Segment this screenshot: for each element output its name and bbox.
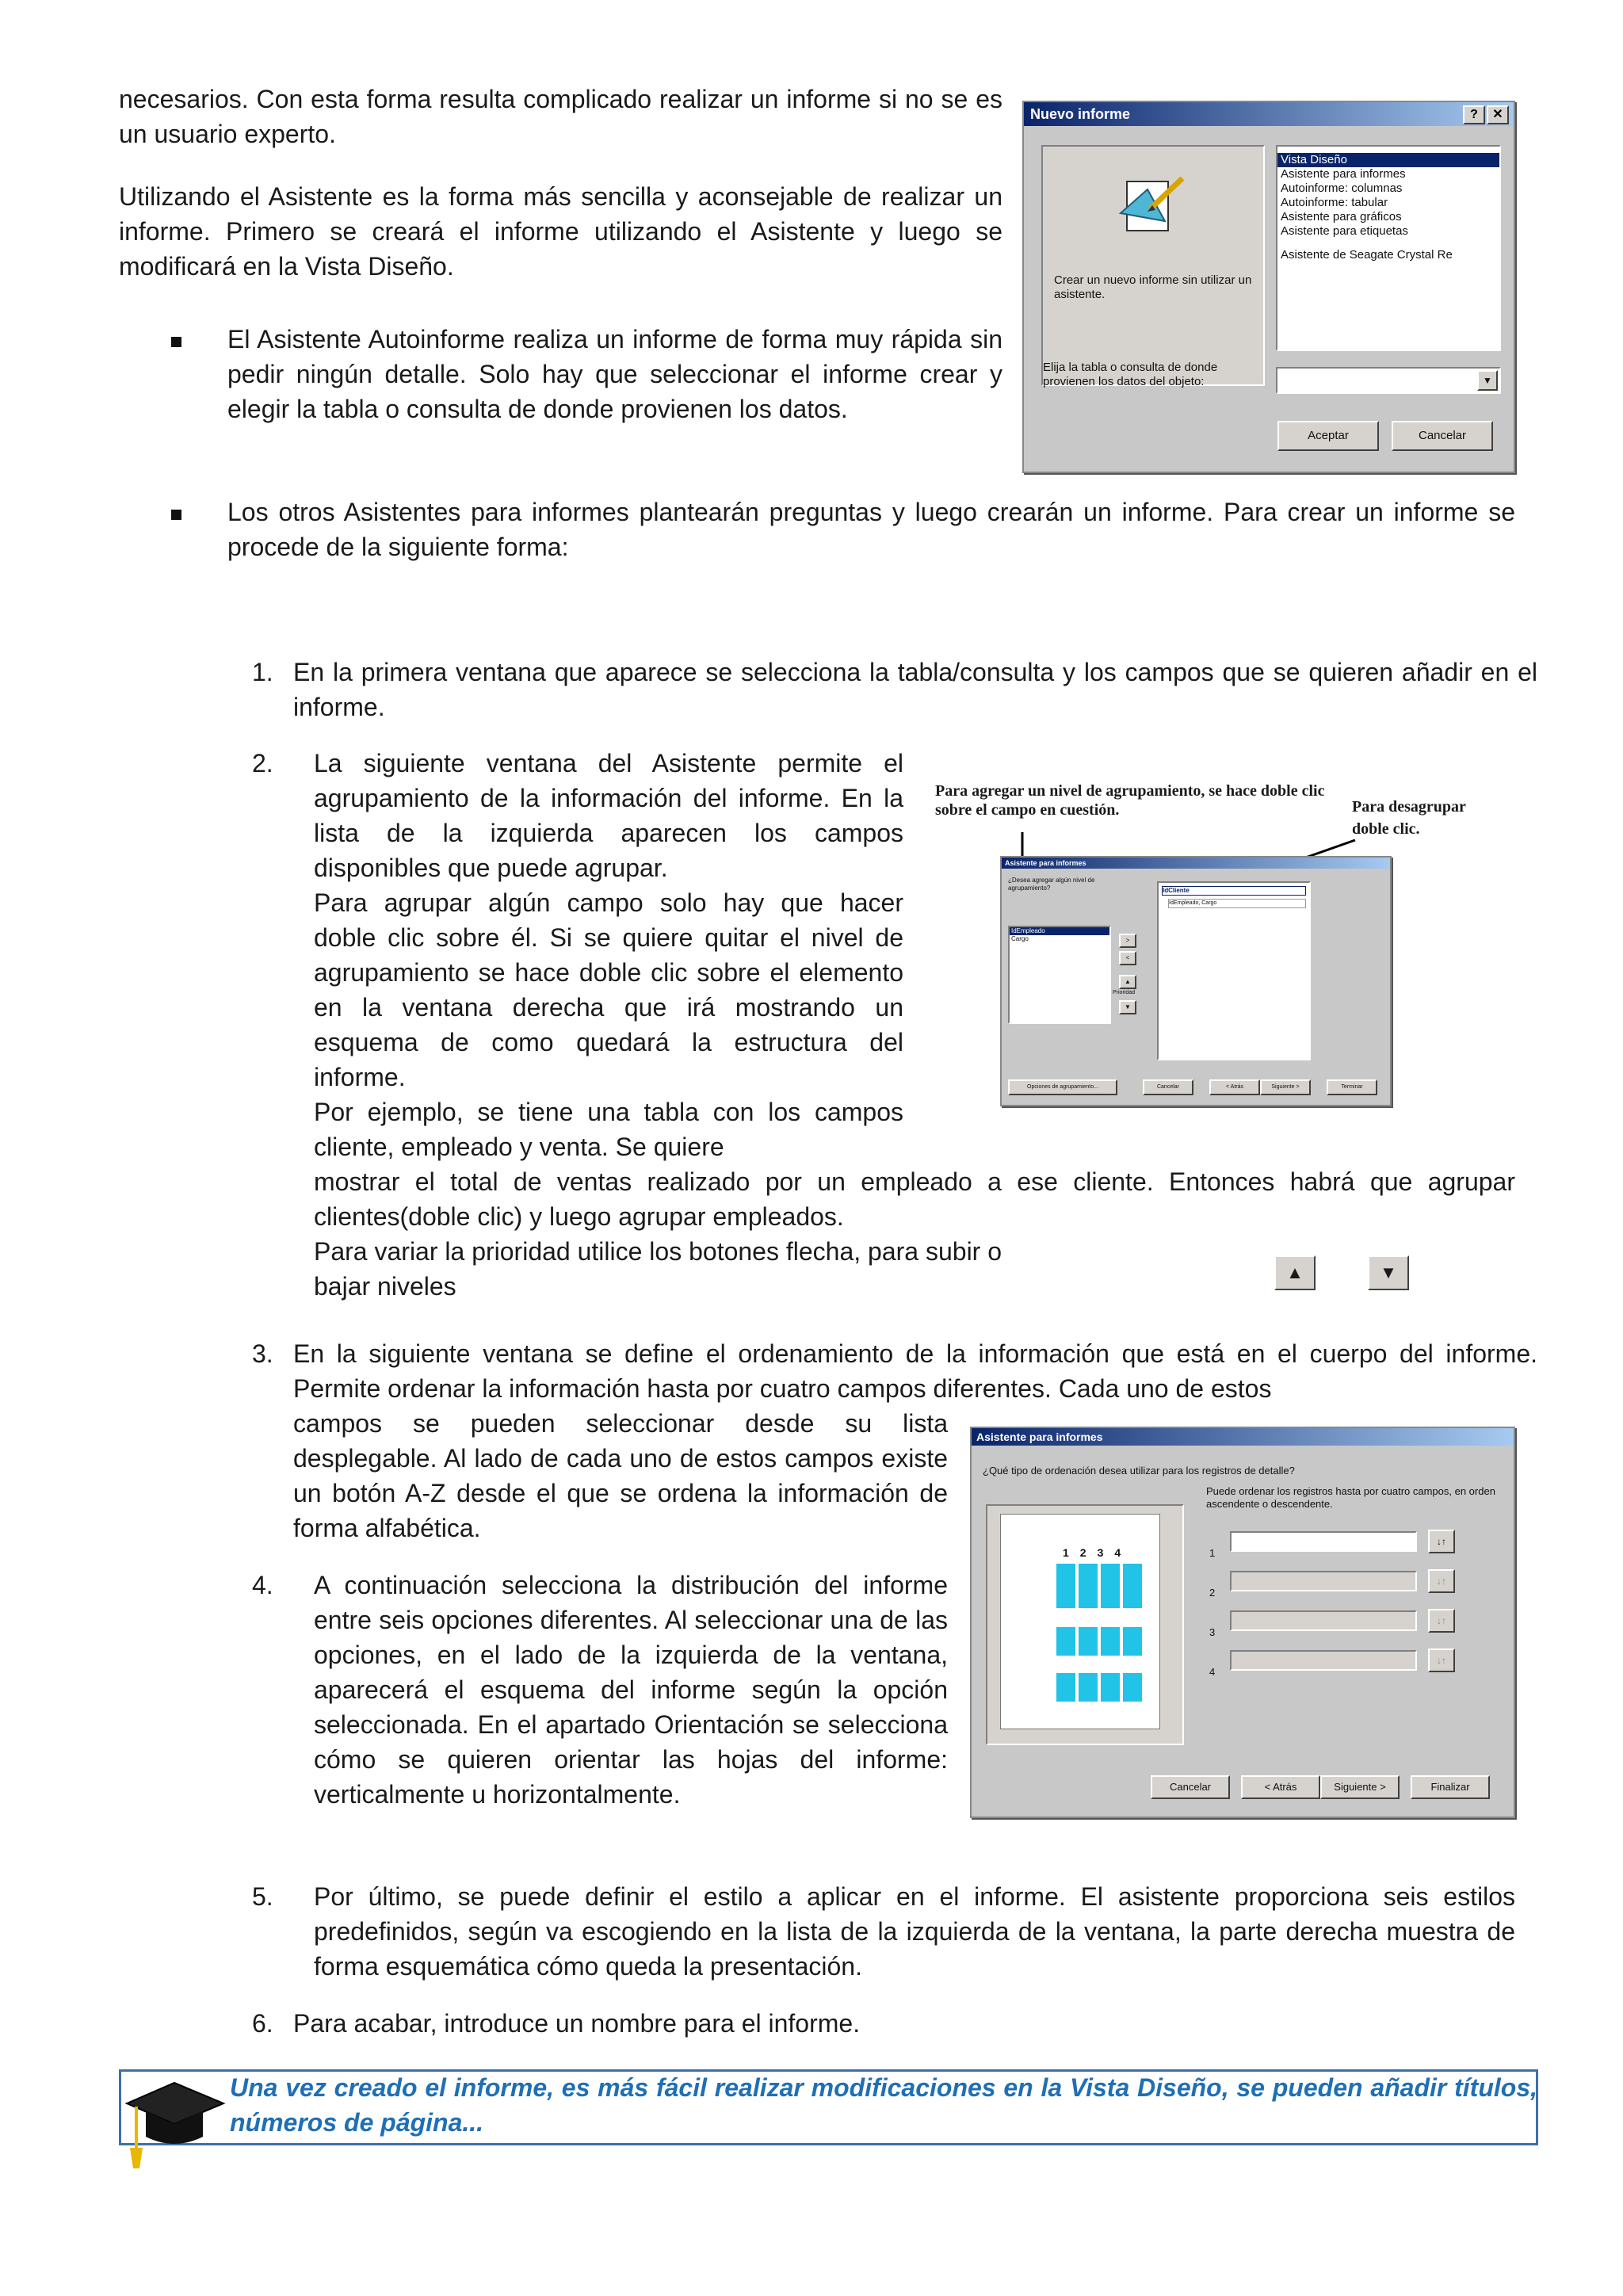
group-preview <box>1157 881 1311 1060</box>
list-item-selected[interactable]: IdEmpleado <box>1010 927 1109 935</box>
step-6-text: Para acabar, introduce un nombre para el informe. <box>293 2009 861 2038</box>
chevron-down-icon[interactable]: ▼ <box>1477 370 1498 391</box>
next-button[interactable]: Siguiente > <box>1320 1775 1400 1799</box>
bullet-otros-asistentes: Los otros Asistentes para informes plantearán preguntas y luego crearán un informe. Para crear un informe se procede de la siguiente forma: <box>227 498 1515 561</box>
sort-row-number: 4 <box>1209 1666 1216 1678</box>
graduation-cap-icon <box>119 2072 230 2175</box>
sort-field-combobox[interactable] <box>1230 1531 1417 1552</box>
help-button[interactable]: ? <box>1463 105 1485 124</box>
dialog-title: Asistente para informes <box>972 1428 1514 1446</box>
finish-button[interactable]: Terminar <box>1327 1079 1377 1095</box>
sort-row-number: 2 <box>1209 1587 1216 1599</box>
finish-button[interactable]: Finalizar <box>1411 1775 1490 1799</box>
add-group-button[interactable]: > <box>1119 934 1136 948</box>
cancel-button[interactable]: Cancelar <box>1151 1775 1230 1799</box>
step-1-text: En la primera ventana que aparece se selecciona la tabla/consulta y los campos que se quieren añadir en el informe. <box>293 658 1537 721</box>
sort-wizard-dialog <box>970 1427 1515 1818</box>
priority-label: Prioridad <box>1113 990 1136 995</box>
sort-field-combobox[interactable] <box>1230 1610 1417 1631</box>
bullet-marker <box>171 337 181 347</box>
grouping-options-button[interactable]: Opciones de agrupamiento... <box>1008 1079 1117 1095</box>
source-label: Elija la tabla o consulta de donde provienen los datos del objeto: <box>1043 361 1218 388</box>
step-3-text: En la siguiente ventana se define el ordenamiento de la información que está en el cuerpo del informe. Permite ordenar la información hasta por cuatro campos diferentes. Cada uno de estos <box>293 1339 1537 1403</box>
list-item-selected[interactable]: Vista Diseño <box>1277 153 1499 167</box>
step-2-ejemplo: Por ejemplo, se tiene una tabla con los campos cliente, empleado y venta. Se quiere <box>314 1098 903 1161</box>
tip-text: Una vez creado el informe, es más fácil realizar modificaciones en la Vista Diseño, se pueden añadir títulos, números de página... <box>230 2073 1537 2137</box>
bullet-marker <box>171 510 181 520</box>
report-wizard-icon <box>1116 174 1187 237</box>
cancel-button[interactable]: Cancelar <box>1143 1079 1193 1095</box>
sort-question: ¿Qué tipo de ordenación desea utilizar para los registros de detalle? <box>983 1465 1295 1477</box>
group-level: IdCliente <box>1162 886 1306 896</box>
dialog-title: Asistente para informes <box>1002 858 1390 869</box>
step-number: 2. <box>252 749 273 777</box>
step-2-ejemplo-cont: mostrar el total de ventas realizado por un empleado a ese cliente. Entonces habrá que agrupar clientes(doble clic) y luego agrupar empleados. <box>314 1167 1515 1231</box>
list-item[interactable]: Autoinforme: tabular <box>1281 196 1388 209</box>
cancel-button[interactable]: Cancelar <box>1392 421 1493 451</box>
back-button[interactable]: < Atrás <box>1209 1079 1260 1095</box>
paragraph-intro-end: necesarios. Con esta forma resulta complicado realizar un informe si no se es un usuario experto. <box>119 85 1002 148</box>
list-item[interactable]: Asistente de Seagate Crystal Re <box>1281 248 1453 262</box>
available-fields-list[interactable] <box>1008 926 1111 1024</box>
sort-preview <box>986 1504 1184 1745</box>
move-down-arrow-icon[interactable]: ▼ <box>1368 1255 1409 1290</box>
source-combobox[interactable] <box>1276 367 1501 394</box>
sort-order-button[interactable]: ↓↑ <box>1428 1569 1455 1593</box>
sort-hint: Puede ordenar los registros hasta por cuatro campos, en orden ascendente o descendente. <box>1206 1485 1495 1510</box>
step-4-text: A continuación selecciona la distribución del informe entre seis opciones diferentes. Al seleccionar una de las opciones, en el lado de la izquierda de la ventana, aparecerá el esquema del informe según la opción seleccionada. En el apartado Orientación se selecciona cómo se quieren orientar las hojas del informe: verticalmente u horizontalmente. <box>314 1571 948 1809</box>
sort-row-number: 1 <box>1209 1547 1216 1559</box>
step-2-prioridad: Para variar la prioridad utilice los botones flecha, para subir o bajar niveles <box>314 1237 1002 1301</box>
step-2-agrupar: Para agrupar algún campo solo hay que hacer doble clic sobre él. Si se quiere quitar el nivel de agrupamiento se hace doble clic sobre el elemento en la ventana derecha que irá mostrando un esquema de como quedará la estructura del informe. <box>314 888 903 1091</box>
priority-up-button[interactable]: ▲ <box>1119 975 1136 989</box>
sort-order-button[interactable]: ↓↑ <box>1428 1648 1455 1672</box>
sort-row-number: 3 <box>1209 1626 1216 1638</box>
priority-down-button[interactable]: ▼ <box>1119 1000 1136 1014</box>
close-icon[interactable]: ✕ <box>1487 105 1509 124</box>
step-3-text-cont: campos se pueden seleccionar desde su lista desplegable. Al lado de cada uno de estos campos existe un botón A-Z desde el que se ordena la información de forma alfabética. <box>293 1409 948 1542</box>
accept-button[interactable]: Aceptar <box>1277 421 1379 451</box>
preview-description: Crear un nuevo informe sin utilizar un asistente. <box>1054 273 1252 301</box>
sort-field-combobox[interactable] <box>1230 1571 1417 1591</box>
step-number: 5. <box>252 1882 273 1911</box>
step-5-text: Por último, se puede definir el estilo a aplicar en el informe. El asistente proporciona seis estilos predefinidos, según va escogiendo en la lista de la izquierda de la ventana, la parte derecha muestra de forma esquemática cómo queda la presentación. <box>314 1882 1515 1981</box>
list-item[interactable]: Autoinforme: columnas <box>1281 181 1403 195</box>
sort-order-button[interactable]: ↓↑ <box>1428 1530 1455 1553</box>
group-wizard-dialog <box>1000 856 1392 1106</box>
step-2-intro: La siguiente ventana del Asistente permite el agrupamiento de la información del informe. En la lista de la izquierda aparecen los campos disponibles que puede agrupar. <box>314 749 903 882</box>
sort-field-combobox[interactable] <box>1230 1650 1417 1671</box>
preview-block <box>1056 1673 1145 1702</box>
annotation-group: Para agregar un nivel de agrupamiento, se hace doble clic sobre el campo en cuestión. <box>935 782 1325 819</box>
move-up-arrow-icon[interactable]: ▲ <box>1274 1255 1316 1290</box>
group-question: ¿Desea agregar algún nivel de agrupamiento? <box>1008 877 1095 892</box>
remove-group-button[interactable]: < <box>1119 951 1136 965</box>
list-item[interactable]: Cargo <box>1011 935 1029 942</box>
next-button[interactable]: Siguiente > <box>1260 1079 1311 1095</box>
list-item[interactable]: Asistente para gráficos <box>1281 210 1402 223</box>
group-detail: IdEmpleado, Cargo <box>1168 899 1306 908</box>
paragraph-asistente: Utilizando el Asistente es la forma más sencilla y aconsejable de realizar un informe. Primero se creará el informe utilizando el Asistente y luego se modificará en la Vista Diseño. <box>119 182 1002 281</box>
back-button[interactable]: < Atrás <box>1241 1775 1320 1799</box>
step-number: 6. <box>252 2009 273 2038</box>
preview-block <box>1056 1564 1145 1608</box>
step-number: 1. <box>252 658 273 686</box>
annotation-ungroup: Para desagrupar doble clic. <box>1352 798 1466 838</box>
preview-block <box>1056 1627 1145 1656</box>
step-number: 3. <box>252 1339 273 1368</box>
dialog-title: Nuevo informe <box>1030 106 1131 122</box>
preview-panel <box>1041 145 1265 386</box>
list-item[interactable]: Asistente para informes <box>1281 167 1406 181</box>
dialog-title-bar <box>1024 102 1514 126</box>
preview-page <box>1000 1514 1160 1729</box>
nuevo-informe-dialog <box>1022 101 1515 473</box>
list-item[interactable]: Asistente para etiquetas <box>1281 224 1408 238</box>
step-number: 4. <box>252 1571 273 1599</box>
sort-order-button[interactable]: ↓↑ <box>1428 1609 1455 1633</box>
report-type-list[interactable] <box>1276 145 1501 351</box>
preview-column-numbers: 1234 <box>1063 1546 1132 1559</box>
bullet-autoinforme: El Asistente Autoinforme realiza un informe de forma muy rápida sin pedir ningún detalle. Solo hay que seleccionar el informe crear y elegir la tabla o consulta de donde provienen los datos. <box>227 325 1002 423</box>
